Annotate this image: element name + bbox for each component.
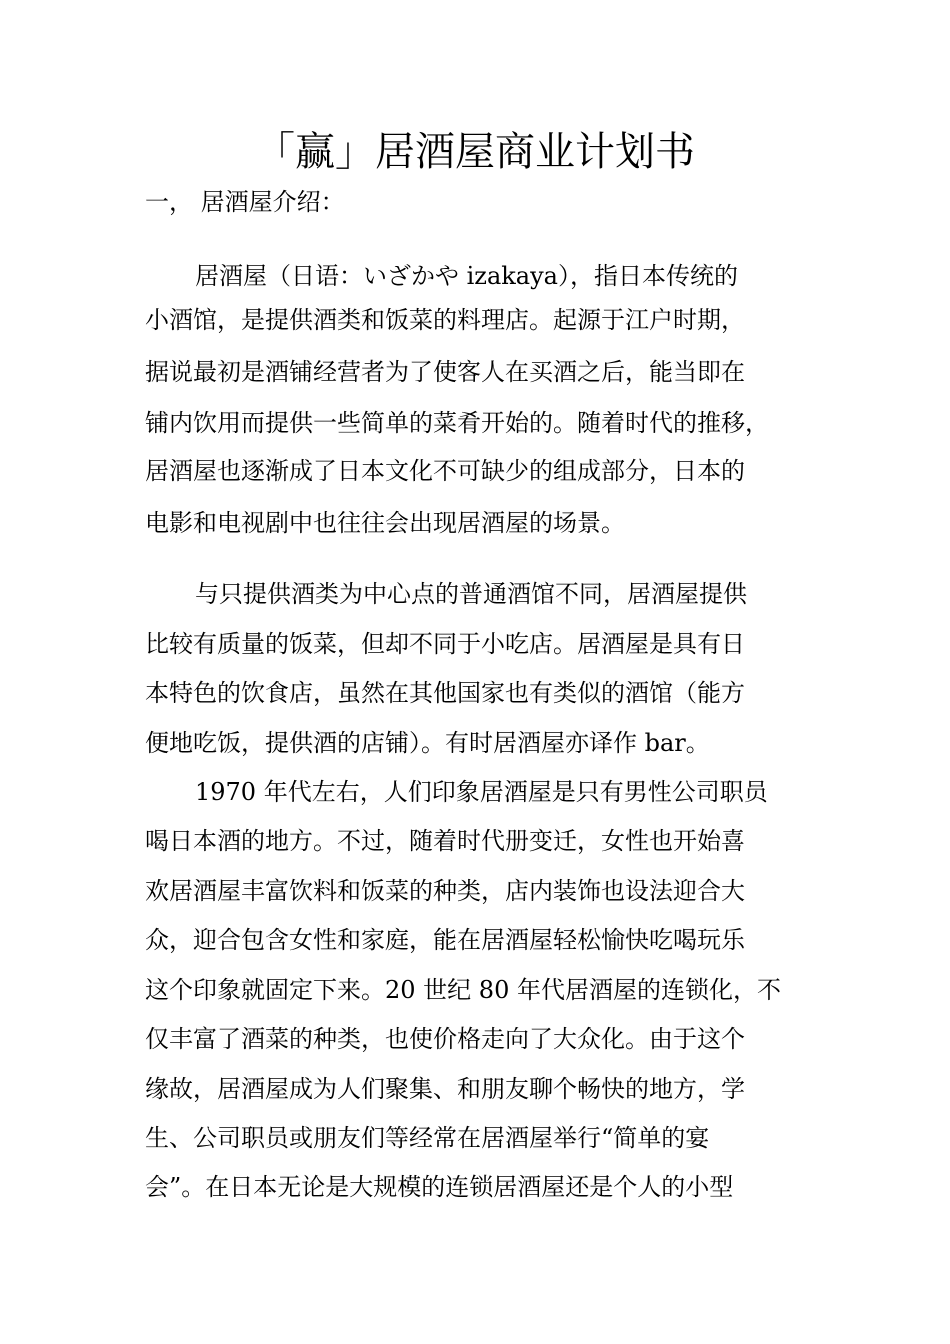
paragraph-line: 本特色的饮食店，虽然在其他国家也有类似的酒馆（能方: [145, 679, 745, 707]
document-title: 「赢」居酒屋商业计划书: [255, 129, 695, 175]
section-heading: 一， 居酒屋介绍：: [145, 188, 345, 216]
paragraph-line: 居酒屋（日语：いざかや izakaya），指日本传统的: [195, 262, 738, 290]
paragraph-line: 便地吃饭，提供酒的店铺）。有时居酒屋亦译作 bar。: [145, 729, 710, 757]
paragraph-line: 仅丰富了酒菜的种类，也使价格走向了大众化。由于这个: [145, 1025, 745, 1053]
paragraph-line: 喝日本酒的地方。不过，随着时代册变迁，女性也开始喜: [145, 827, 745, 855]
paragraph-line: 众，迎合包含女性和家庭，能在居酒屋轻松愉快吃喝玩乐: [145, 926, 745, 954]
paragraph-line: 比较有质量的饭菜，但却不同于小吃店。居酒屋是具有日: [145, 630, 745, 658]
paragraph-line: 欢居酒屋丰富饮料和饭菜的种类，店内装饰也设法迎合大: [145, 877, 745, 905]
paragraph-line: 居酒屋也逐渐成了日本文化不可缺少的组成部分，日本的: [145, 457, 745, 485]
paragraph-line: 这个印象就固定下来。20 世纪 80 年代居酒屋的连锁化，不: [145, 976, 781, 1004]
paragraph-line: 生、公司职员或朋友们等经常在居酒屋举行“简单的宴: [145, 1124, 710, 1152]
paragraph-line: 铺内饮用而提供一些简单的菜肴开始的。随着时代的推移，: [145, 409, 769, 437]
paragraph-line: 与只提供酒类为中心点的普通酒馆不同，居酒屋提供: [195, 580, 747, 608]
paragraph-line: 据说最初是酒铺经营者为了使客人在买酒之后，能当即在: [145, 358, 745, 386]
paragraph-line: 电影和电视剧中也往往会出现居酒屋的场景。: [145, 509, 625, 537]
paragraph-line: 1970 年代左右，人们印象居酒屋是只有男性公司职员: [195, 778, 768, 806]
paragraph-line: 会”。在日本无论是大规模的连锁居酒屋还是个人的小型: [145, 1173, 734, 1201]
paragraph-line: 小酒馆，是提供酒类和饭菜的料理店。起源于江户时期，: [145, 306, 745, 334]
paragraph-line: 缘故，居酒屋成为人们聚集、和朋友聊个畅快的地方，学: [145, 1075, 745, 1103]
